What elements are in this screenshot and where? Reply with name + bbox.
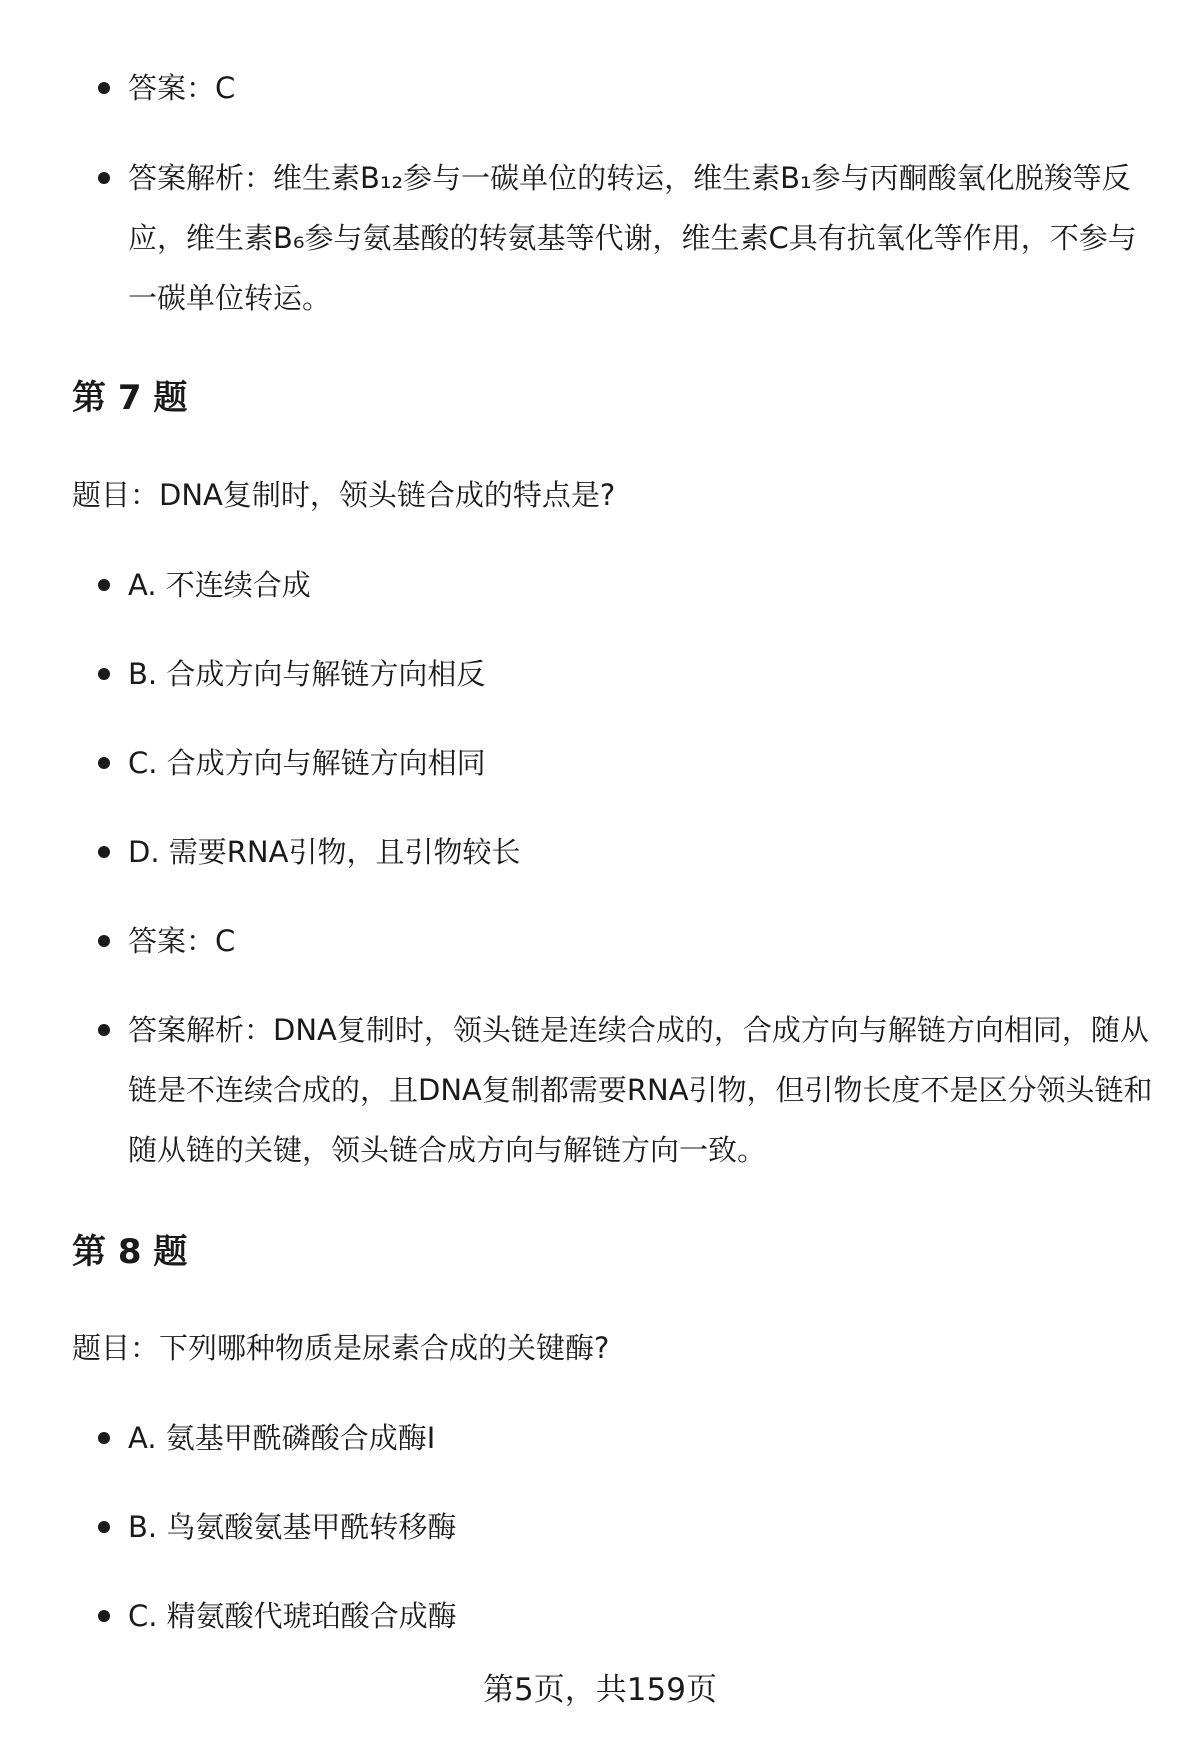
question-8-body [0,1408,1200,1646]
option-d: D. 需要RNA引物，且引物较长 [0,822,1200,882]
question-7-stem: 题目：DNA复制时，领头链合成的特点是? [72,478,616,512]
answer-item: 答案：C [0,911,1200,971]
question-8-stem: 题目：下列哪种物质是尿素合成的关键酶? [72,1331,610,1365]
option-c: C. 合成方向与解链方向相同 [0,733,1200,793]
question-7-body [0,555,1200,1180]
question-8-list [0,1408,1200,1646]
option-b: B. 鸟氨酸氨基甲酰转移酶 [0,1497,1200,1557]
answer-item: 答案：C [0,58,1200,118]
question-7-list [0,555,1200,1180]
page-footer: 第5页，共159页 [483,1672,717,1708]
prev-question-tail [0,58,1200,328]
option-b: B. 合成方向与解链方向相反 [0,644,1200,704]
explanation-item: 答案解析：DNA复制时，领头链是连续合成的，合成方向与解链方向相同，随从链是不连续合成的，且DNA复制都需要RNA引物，但引物长度不是区分领头链和随从链的关键，领头链合成方向与解链方向一致。 [0,1000,1200,1180]
option-c: C. 精氨酸代琥珀酸合成酶 [0,1586,1200,1646]
question-7-heading: 第 7 题 [72,378,188,418]
option-a: A. 氨基甲酰磷酸合成酶Ⅰ [0,1408,1200,1468]
explanation-item: 答案解析：维生素B₁₂参与一碳单位的转运，维生素B₁参与丙酮酸氧化脱羧等反应，维生素B₆参与氨基酸的转氨基等代谢，维生素C具有抗氧化等作用，不参与一碳单位转运。 [0,148,1200,328]
question-8-heading: 第 8 题 [72,1232,188,1272]
option-a: A. 不连续合成 [0,555,1200,615]
prev-answer-list [0,58,1200,328]
